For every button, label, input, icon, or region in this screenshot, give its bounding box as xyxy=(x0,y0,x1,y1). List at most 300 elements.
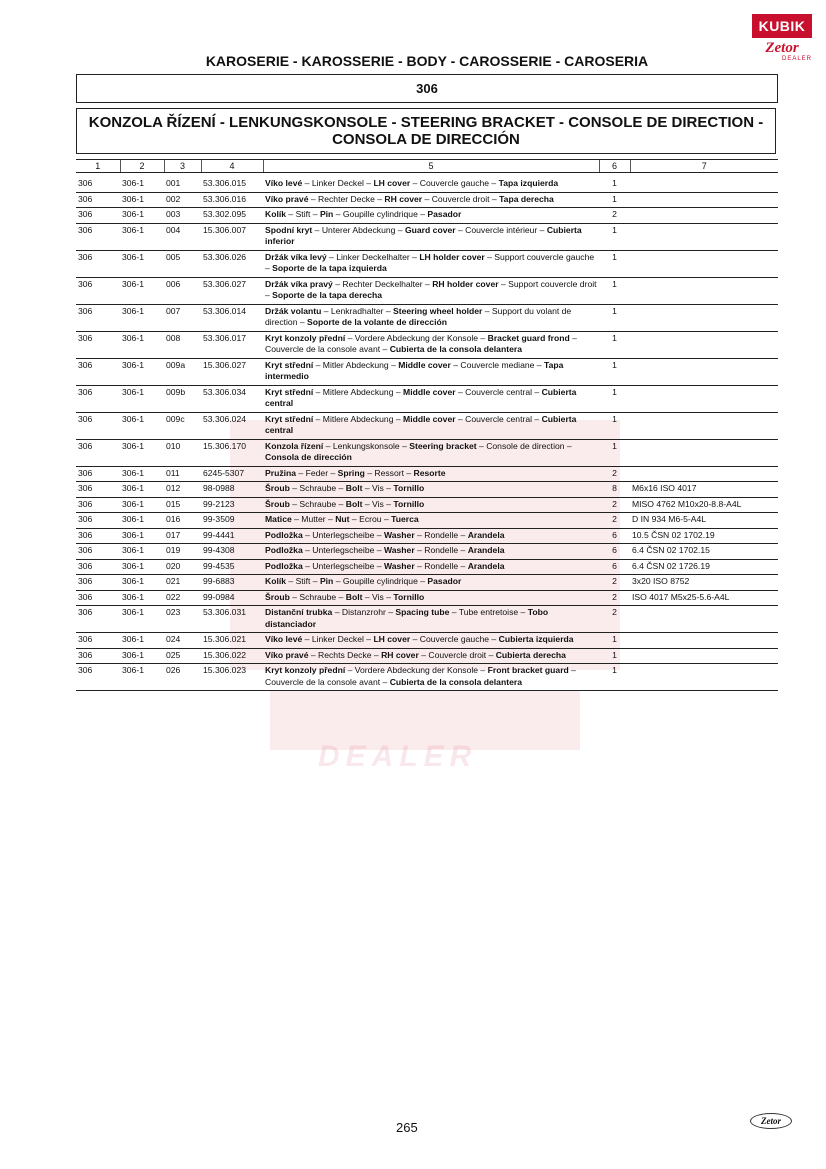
desc-tail: – Rondelle – xyxy=(414,529,468,540)
cell-note xyxy=(630,385,778,412)
cell-qty: 6 xyxy=(599,559,630,575)
cell-c4: 98-0988 xyxy=(201,482,263,498)
desc-es: Tapa intermedio xyxy=(265,359,564,381)
cell-qty: 8 xyxy=(599,482,630,498)
cell-c3: 003 xyxy=(164,208,201,224)
cell-c1: 306 xyxy=(76,559,120,575)
cell-c2: 306-1 xyxy=(120,648,164,664)
cell-c2: 306-1 xyxy=(120,528,164,544)
cell-description xyxy=(263,208,599,224)
cell-description xyxy=(263,466,599,482)
column-header-2: 2 xyxy=(120,160,164,173)
desc-desc: – Rechts Decke – xyxy=(308,649,382,660)
cell-c1: 306 xyxy=(76,208,120,224)
cell-c2: 306-1 xyxy=(120,208,164,224)
desc-bold: Kryt střední xyxy=(265,359,314,370)
desc-bold: Víko pravé xyxy=(265,649,309,660)
cell-description xyxy=(263,513,599,529)
desc-tail: – Couvercle de la console avant – xyxy=(265,332,577,354)
cell-c3: 023 xyxy=(164,606,201,633)
cell-qty: 1 xyxy=(599,250,630,277)
cell-c3: 001 xyxy=(164,177,201,192)
cell-qty: 1 xyxy=(599,223,630,250)
cell-c2: 306-1 xyxy=(120,633,164,649)
table-body xyxy=(76,173,778,691)
cell-description xyxy=(263,412,599,439)
cell-c1: 306 xyxy=(76,250,120,277)
cell-qty: 2 xyxy=(599,590,630,606)
desc-tail: – Couvercle droit – xyxy=(418,649,496,660)
cell-c1: 306 xyxy=(76,331,120,358)
cell-note xyxy=(630,208,778,224)
table-row xyxy=(76,277,778,304)
cell-c4: 99-6883 xyxy=(201,575,263,591)
cell-c2: 306-1 xyxy=(120,497,164,513)
table-row xyxy=(76,559,778,575)
logo-maker: Zetor xyxy=(765,40,799,56)
parts-table xyxy=(76,159,778,691)
table-row xyxy=(76,331,778,358)
column-header-6: 6 xyxy=(599,160,630,173)
desc-es: Cubierta central xyxy=(265,386,577,408)
table-row xyxy=(76,208,778,224)
table-row xyxy=(76,606,778,633)
table-row xyxy=(76,544,778,560)
desc-bold: Kryt konzoly přední xyxy=(265,332,346,343)
desc-bold: Podložka xyxy=(265,560,303,571)
cell-note: D IN 934 M6-5-A4L xyxy=(630,513,778,529)
desc-es: Tornillo xyxy=(393,498,425,509)
cell-c4: 99-4308 xyxy=(201,544,263,560)
cell-c3: 022 xyxy=(164,590,201,606)
cell-c3: 025 xyxy=(164,648,201,664)
desc-tail: – Couvercle de la console avant – xyxy=(265,665,576,687)
cell-qty: 1 xyxy=(599,648,630,664)
cell-c4: 15.306.021 xyxy=(201,633,263,649)
desc-en: Bolt xyxy=(345,483,363,493)
desc-bold: Kryt střední xyxy=(265,386,314,397)
cell-note xyxy=(630,331,778,358)
desc-tail: – Vis – xyxy=(362,483,394,493)
desc-es: Tapa derecha xyxy=(499,193,554,204)
cell-c4: 53.306.034 xyxy=(201,385,263,412)
desc-es: Cubierta de la consola delantera xyxy=(389,344,522,354)
cell-c3: 010 xyxy=(164,439,201,466)
desc-desc: – Unterlegscheibe – xyxy=(302,529,384,540)
cell-c2: 306-1 xyxy=(120,575,164,591)
table-row xyxy=(76,528,778,544)
cell-qty: 1 xyxy=(599,439,630,466)
cell-c2: 306-1 xyxy=(120,513,164,529)
table-row xyxy=(76,412,778,439)
cell-qty: 1 xyxy=(599,385,630,412)
table-row xyxy=(76,482,778,498)
cell-c4: 99-0984 xyxy=(201,590,263,606)
desc-en: Washer xyxy=(383,529,415,540)
desc-en: Guard cover xyxy=(404,224,456,235)
desc-en: Pin xyxy=(319,209,334,219)
desc-en: RH cover xyxy=(384,193,423,204)
cell-note xyxy=(630,606,778,633)
cell-c4: 53.306.027 xyxy=(201,277,263,304)
table-row xyxy=(76,177,778,192)
cell-c1: 306 xyxy=(76,648,120,664)
cell-c4: 15.306.027 xyxy=(201,358,263,385)
cell-c3: 002 xyxy=(164,192,201,208)
cell-qty: 2 xyxy=(599,513,630,529)
cell-c2: 306-1 xyxy=(120,358,164,385)
cell-note: MISO 4762 M10x20-8.8-A4L xyxy=(630,497,778,513)
desc-tail: – Couvercle central – xyxy=(455,386,542,397)
cell-description xyxy=(263,544,599,560)
table-row xyxy=(76,648,778,664)
desc-bold: Víko levé xyxy=(265,634,303,644)
cell-c4: 15.306.007 xyxy=(201,223,263,250)
desc-bold: Kryt konzoly přední xyxy=(265,665,346,675)
desc-es: Arandela xyxy=(467,545,505,555)
cell-c1: 306 xyxy=(76,223,120,250)
desc-en: Bolt xyxy=(345,591,363,602)
cell-note xyxy=(630,223,778,250)
desc-tail: – Couvercle intérieur – xyxy=(455,224,547,235)
cell-c3: 017 xyxy=(164,528,201,544)
cell-c3: 026 xyxy=(164,664,201,691)
desc-en: LH cover xyxy=(373,178,411,188)
cell-qty: 1 xyxy=(599,331,630,358)
cell-c4: 99-4441 xyxy=(201,528,263,544)
cell-c1: 306 xyxy=(76,633,120,649)
column-header-7: 7 xyxy=(630,160,778,173)
desc-es: Arandela xyxy=(467,560,505,571)
cell-qty: 2 xyxy=(599,606,630,633)
cell-description xyxy=(263,358,599,385)
cell-description xyxy=(263,331,599,358)
cell-note xyxy=(630,277,778,304)
cell-c2: 306-1 xyxy=(120,250,164,277)
cell-c4: 53.306.024 xyxy=(201,412,263,439)
desc-en: Steering bracket xyxy=(409,440,477,451)
group-number: 306 xyxy=(76,74,778,103)
desc-tail: – Goupille cylindrique – xyxy=(333,576,428,586)
desc-desc: – Vordere Abdeckung der Konsole – xyxy=(345,665,488,675)
desc-bold: Šroub xyxy=(265,498,290,509)
desc-desc: – Feder – xyxy=(296,467,338,478)
desc-tail: – Vis – xyxy=(362,498,394,509)
desc-en: LH cover xyxy=(373,634,411,644)
cell-note: 10.5 ČSN 02 1702.19 xyxy=(630,528,778,544)
desc-en: Middle cover xyxy=(403,386,456,397)
cell-note xyxy=(630,192,778,208)
cell-c3: 007 xyxy=(164,304,201,331)
table-row xyxy=(76,223,778,250)
desc-es: Tapa izquierda xyxy=(498,178,559,188)
cell-c4: 99-2123 xyxy=(201,497,263,513)
cell-qty: 1 xyxy=(599,177,630,192)
cell-c2: 306-1 xyxy=(120,466,164,482)
desc-en: Spacing tube xyxy=(395,607,450,617)
table-row xyxy=(76,385,778,412)
cell-c3: 008 xyxy=(164,331,201,358)
cell-c3: 019 xyxy=(164,544,201,560)
table-row xyxy=(76,497,778,513)
desc-tail: – Ressort – xyxy=(364,467,414,478)
desc-desc: – Rechter Deckelhalter – xyxy=(332,278,433,289)
cell-description xyxy=(263,590,599,606)
cell-note xyxy=(630,439,778,466)
cell-c2: 306-1 xyxy=(120,439,164,466)
desc-en: Steering wheel holder xyxy=(393,305,483,316)
desc-es: Cubierta izquierda xyxy=(498,634,574,644)
cell-qty: 1 xyxy=(599,192,630,208)
cell-c4: 53.306.017 xyxy=(201,331,263,358)
cell-note xyxy=(630,177,778,192)
cell-note: 3x20 ISO 8752 xyxy=(630,575,778,591)
desc-es: Resorte xyxy=(413,467,446,478)
cell-c2: 306-1 xyxy=(120,331,164,358)
desc-bold: Podložka xyxy=(265,529,303,540)
desc-es: Tobo distanciador xyxy=(265,607,549,629)
cell-note: 6.4 ČSN 02 1702.15 xyxy=(630,544,778,560)
desc-desc: – Schraube – xyxy=(289,483,346,493)
cell-c4: 99-3509 xyxy=(201,513,263,529)
desc-bold: Šroub xyxy=(265,591,290,602)
cell-description xyxy=(263,304,599,331)
desc-tail: – Goupille cylindrique – xyxy=(333,209,428,219)
desc-desc: – Mutter – xyxy=(291,514,336,524)
cell-note xyxy=(630,304,778,331)
cell-description xyxy=(263,528,599,544)
desc-desc: – Mitler Abdeckung – xyxy=(313,359,399,370)
cell-note xyxy=(630,358,778,385)
section-title-line2: CONSOLA DE DIRECCIÓN xyxy=(332,131,520,148)
cell-c1: 306 xyxy=(76,606,120,633)
desc-tail: – Couvercle gauche – xyxy=(410,634,499,644)
cell-note: M6x16 ISO 4017 xyxy=(630,482,778,498)
cell-qty: 1 xyxy=(599,664,630,691)
desc-tail: – Support couvercle droit – xyxy=(265,278,597,300)
cell-description xyxy=(263,648,599,664)
cell-description xyxy=(263,497,599,513)
desc-desc: – Unterlegscheibe – xyxy=(302,545,384,555)
desc-es: Tuerca xyxy=(391,514,419,524)
desc-desc: – Vordere Abdeckung der Konsole – xyxy=(345,332,488,343)
logo-tagline: DEALER xyxy=(781,56,812,62)
desc-desc: – Rechter Decke – xyxy=(308,193,385,204)
desc-tail: – Couvercle central – xyxy=(455,413,542,424)
cell-c3: 006 xyxy=(164,277,201,304)
desc-desc: – Schraube – xyxy=(289,591,346,602)
column-header-1: 1 xyxy=(76,160,120,173)
cell-note xyxy=(630,250,778,277)
desc-desc: – Linker Deckelhalter – xyxy=(326,251,420,262)
footer-logo: Zetor xyxy=(750,1113,792,1129)
desc-bold: Šroub xyxy=(265,483,290,493)
cell-c2: 306-1 xyxy=(120,223,164,250)
cell-c3: 015 xyxy=(164,497,201,513)
cell-c2: 306-1 xyxy=(120,412,164,439)
cell-c3: 009b xyxy=(164,385,201,412)
desc-bold: Spodní kryt xyxy=(265,224,313,235)
desc-tail: – Rondelle – xyxy=(414,560,468,571)
cell-c2: 306-1 xyxy=(120,559,164,575)
cell-c1: 306 xyxy=(76,177,120,192)
cell-c3: 012 xyxy=(164,482,201,498)
desc-tail: – Console de direction – xyxy=(476,440,572,451)
cell-c4: 53.302.095 xyxy=(201,208,263,224)
desc-es: Soporte de la tapa izquierda xyxy=(272,263,387,273)
cell-c1: 306 xyxy=(76,664,120,691)
desc-tail: – Couvercle mediane – xyxy=(450,359,544,370)
cell-qty: 1 xyxy=(599,358,630,385)
desc-es: Cubierta derecha xyxy=(495,649,566,660)
desc-es: Pasador xyxy=(427,209,462,219)
desc-es: Consola de dirección xyxy=(265,452,352,462)
cell-c2: 306-1 xyxy=(120,177,164,192)
desc-es: Tornillo xyxy=(393,483,425,493)
cell-description xyxy=(263,385,599,412)
cell-c3: 021 xyxy=(164,575,201,591)
desc-en: Nut xyxy=(335,514,350,524)
column-header-5: 5 xyxy=(263,160,599,173)
table-row xyxy=(76,513,778,529)
desc-es: Tornillo xyxy=(393,591,425,602)
table-row xyxy=(76,664,778,691)
page-number: 265 xyxy=(396,1120,418,1135)
cell-c3: 005 xyxy=(164,250,201,277)
column-header-3: 3 xyxy=(164,160,201,173)
desc-tail: – Couvercle gauche – xyxy=(410,178,499,188)
cell-qty: 1 xyxy=(599,633,630,649)
desc-desc: – Stift – xyxy=(286,576,320,586)
desc-en: Bolt xyxy=(345,498,363,509)
cell-c2: 306-1 xyxy=(120,544,164,560)
cell-c1: 306 xyxy=(76,192,120,208)
table-row xyxy=(76,466,778,482)
desc-tail: – Tube entretoise – xyxy=(449,607,528,617)
cell-c4: 15.306.023 xyxy=(201,664,263,691)
cell-c1: 306 xyxy=(76,590,120,606)
cell-c2: 306-1 xyxy=(120,277,164,304)
table-row xyxy=(76,304,778,331)
cell-qty: 2 xyxy=(599,575,630,591)
cell-description xyxy=(263,250,599,277)
desc-bold: Distanční trubka xyxy=(265,607,333,617)
table-row xyxy=(76,250,778,277)
cell-c3: 009a xyxy=(164,358,201,385)
cell-c1: 306 xyxy=(76,497,120,513)
cell-description xyxy=(263,575,599,591)
cell-c1: 306 xyxy=(76,358,120,385)
cell-qty: 2 xyxy=(599,497,630,513)
desc-tail: – Support du volant de direction – xyxy=(265,305,572,327)
cell-note xyxy=(630,633,778,649)
cell-c3: 004 xyxy=(164,223,201,250)
cell-qty: 2 xyxy=(599,208,630,224)
desc-bold: Držák volantu xyxy=(265,305,322,316)
cell-c2: 306-1 xyxy=(120,606,164,633)
desc-es: Soporte de la tapa derecha xyxy=(272,290,383,300)
desc-desc: – Lenkradhalter – xyxy=(321,305,394,316)
cell-note xyxy=(630,648,778,664)
cell-description xyxy=(263,223,599,250)
desc-en: LH holder cover xyxy=(419,251,485,262)
cell-description xyxy=(263,559,599,575)
logo-brand: KUBIK xyxy=(752,14,812,38)
desc-en: Middle cover xyxy=(398,359,451,370)
page-header: KAROSERIE - KAROSSERIE - BODY - CAROSSERIE - CAROSERIA xyxy=(205,53,649,69)
desc-bold: Kryt střední xyxy=(265,413,314,424)
desc-desc: – Linker Deckel – xyxy=(302,178,374,188)
cell-note xyxy=(630,466,778,482)
desc-bold: Podložka xyxy=(265,545,303,555)
cell-qty: 1 xyxy=(599,304,630,331)
cell-c3: 009c xyxy=(164,412,201,439)
desc-es: Cubierta inferior xyxy=(265,224,582,246)
cell-c4: 6245-5307 xyxy=(201,466,263,482)
desc-en: Front bracket guard xyxy=(487,665,569,675)
desc-tail: – Couvercle droit – xyxy=(422,193,500,204)
cell-note xyxy=(630,412,778,439)
desc-desc: – Distanzrohr – xyxy=(332,607,396,617)
cell-c4: 15.306.022 xyxy=(201,648,263,664)
cell-description xyxy=(263,277,599,304)
cell-c1: 306 xyxy=(76,466,120,482)
section-title xyxy=(76,108,776,154)
cell-note: 6.4 ČSN 02 1726.19 xyxy=(630,559,778,575)
cell-description xyxy=(263,482,599,498)
section-title-line1: KONZOLA ŘÍZENÍ - LENKUNGSKONSOLE - STEERING BRACKET - CONSOLE DE DIRECTION - xyxy=(88,114,764,131)
cell-c4: 53.306.031 xyxy=(201,606,263,633)
cell-c3: 020 xyxy=(164,559,201,575)
desc-bold: Držák víka pravý xyxy=(265,278,333,289)
cell-qty: 6 xyxy=(599,544,630,560)
cell-description xyxy=(263,439,599,466)
desc-bold: Víko pravé xyxy=(265,193,309,204)
column-header-4: 4 xyxy=(201,160,263,173)
cell-c2: 306-1 xyxy=(120,304,164,331)
cell-c1: 306 xyxy=(76,513,120,529)
cell-c3: 024 xyxy=(164,633,201,649)
desc-es: Cubierta de la consola delantera xyxy=(389,676,522,687)
cell-c4: 53.306.014 xyxy=(201,304,263,331)
desc-bold: Konzola řízení xyxy=(265,440,324,451)
desc-en: RH holder cover xyxy=(432,278,499,289)
desc-desc: – Mitlere Abdeckung – xyxy=(313,386,404,397)
table-row xyxy=(76,192,778,208)
desc-tail: – Rondelle – xyxy=(414,545,468,555)
cell-c1: 306 xyxy=(76,528,120,544)
table-row xyxy=(76,439,778,466)
cell-c4: 53.306.016 xyxy=(201,192,263,208)
desc-en: Spring xyxy=(337,467,365,478)
cell-c1: 306 xyxy=(76,439,120,466)
cell-c2: 306-1 xyxy=(120,192,164,208)
cell-description xyxy=(263,664,599,691)
desc-desc: – Stift – xyxy=(286,209,320,219)
desc-bold: Kolík xyxy=(265,576,287,586)
cell-note xyxy=(630,664,778,691)
desc-es: Cubierta central xyxy=(265,413,577,435)
desc-en: Middle cover xyxy=(403,413,456,424)
cell-c1: 306 xyxy=(76,277,120,304)
desc-es: Pasador xyxy=(427,576,462,586)
desc-bold: Držák víka levý xyxy=(265,251,327,262)
desc-bold: Matice xyxy=(265,514,292,524)
cell-qty: 1 xyxy=(599,277,630,304)
table-row xyxy=(76,590,778,606)
cell-c1: 306 xyxy=(76,304,120,331)
cell-qty: 6 xyxy=(599,528,630,544)
